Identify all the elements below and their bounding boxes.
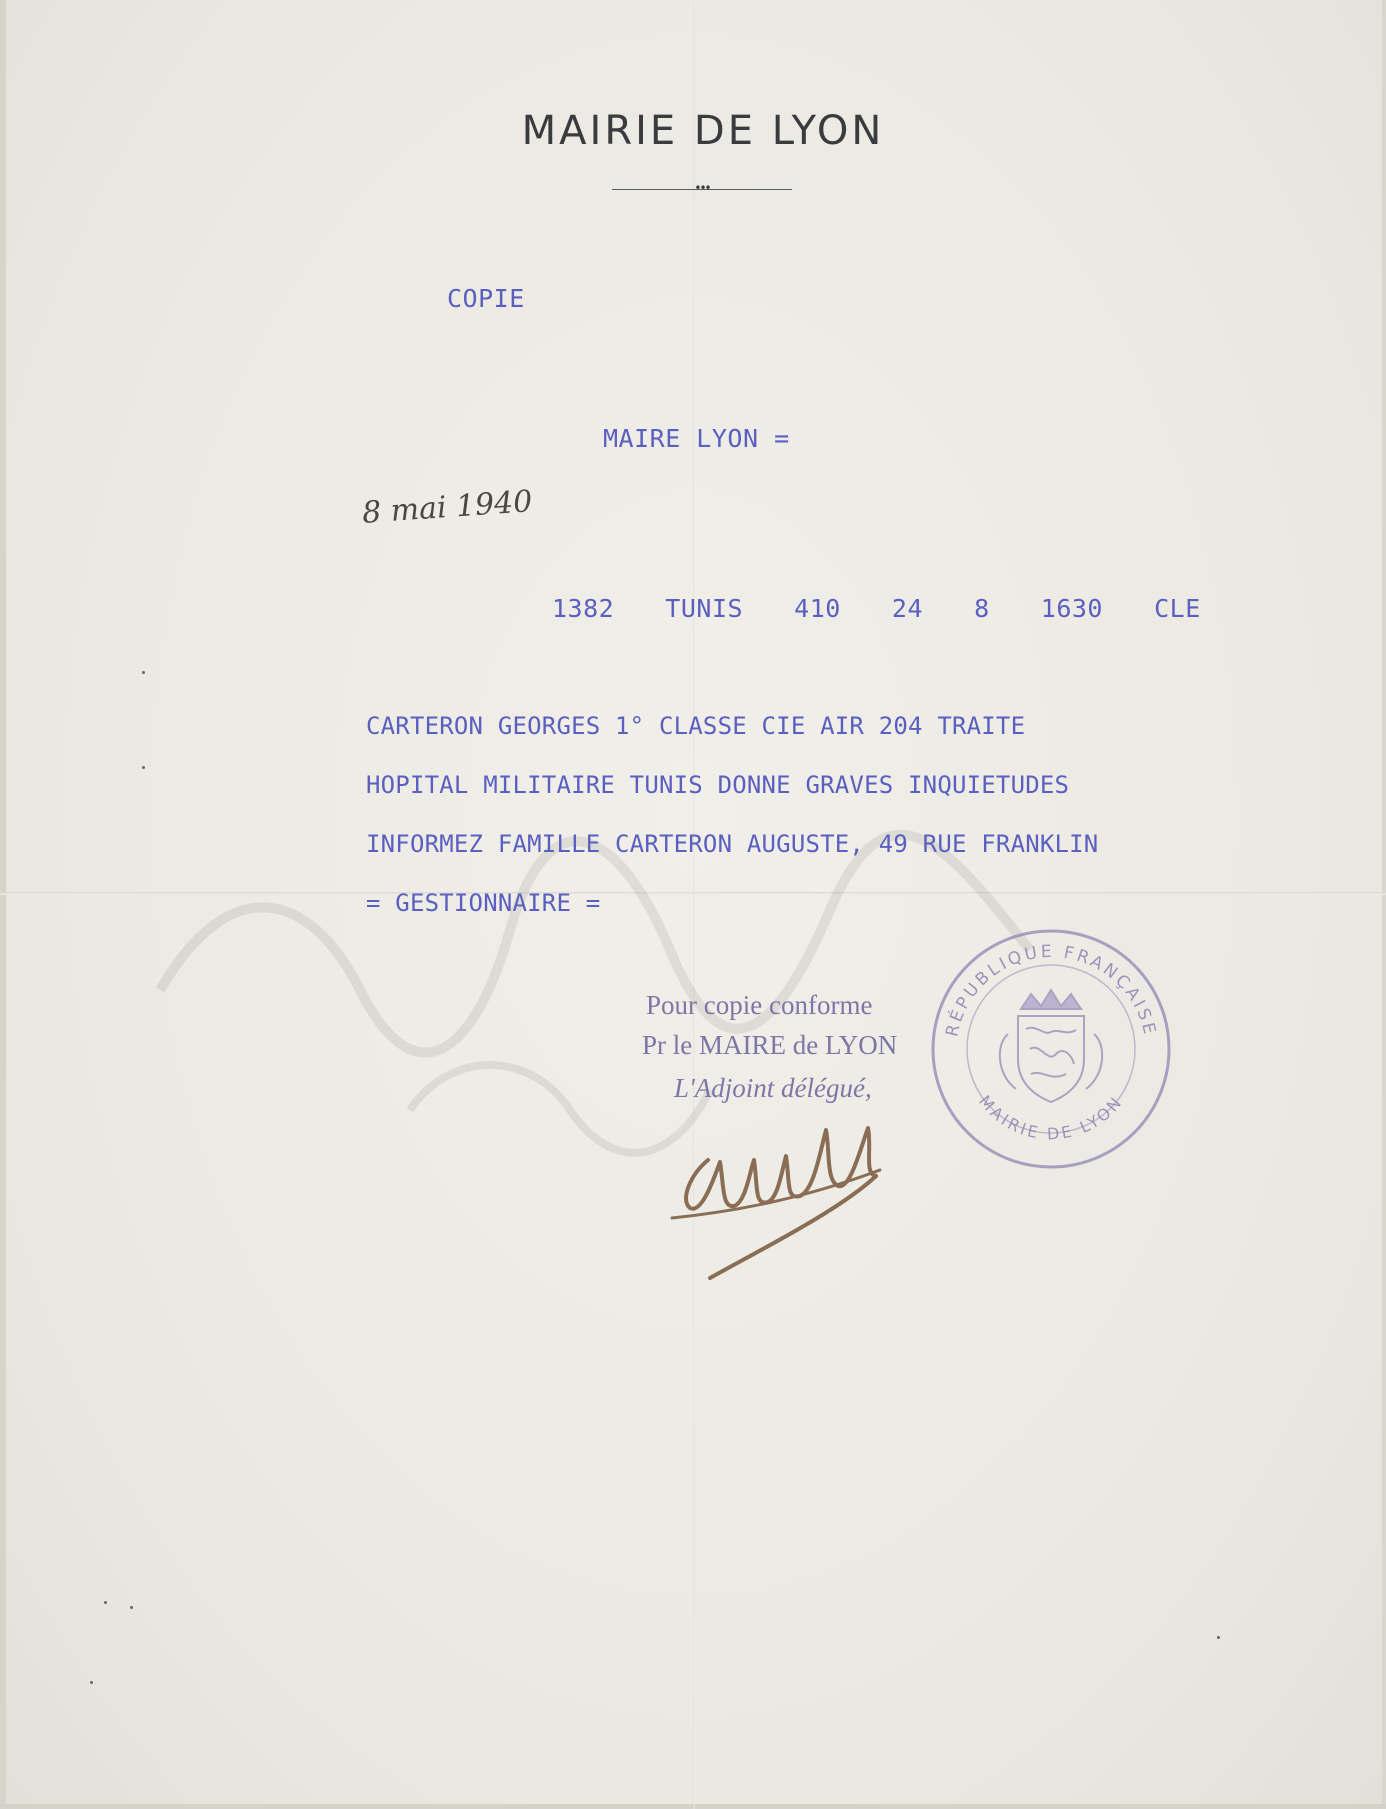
paper-edge-right — [1382, 0, 1386, 1809]
handwritten-date: 8 mai 1940 — [360, 484, 534, 531]
telegram-signoff: = GESTIONNAIRE = — [366, 889, 601, 917]
telegram-body-line: INFORMEZ FAMILLE CARTERON AUGUSTE, 49 RUE FRANKLIN — [366, 830, 1099, 858]
seal-text-top: RÉPUBLIQUE FRANÇAISE — [942, 941, 1160, 1039]
certification-line-3: L'Adjoint délégué, — [674, 1073, 872, 1103]
paper-speck — [1217, 1636, 1220, 1639]
handwritten-signature — [650, 1090, 970, 1290]
telegram-body-line: HOPITAL MILITAIRE TUNIS DONNE GRAVES INQUIETUDES — [366, 771, 1070, 799]
letterhead-title: MAIRIE DE LYON — [521, 108, 885, 154]
certification-line-1: Pour copie conforme — [646, 990, 873, 1020]
paper-speck — [104, 1601, 107, 1604]
paper-speck — [130, 1606, 133, 1609]
paper-speck — [142, 671, 145, 674]
paper-speck — [90, 1681, 93, 1684]
paper-edge-left — [0, 0, 6, 1809]
certification-line-2: Pr le MAIRE de LYON — [642, 1030, 898, 1060]
svg-text:MAIRIE DE LYON — [975, 1092, 1127, 1144]
paper-speck — [142, 766, 145, 769]
coat-of-arms-icon — [1000, 990, 1102, 1102]
letterhead-ornament: ••• — [694, 181, 710, 195]
seal-text-bottom: MAIRIE DE LYON — [975, 1091, 1127, 1144]
telegram-addressee: MAIRE LYON = — [603, 424, 790, 453]
telegram-body-line: CARTERON GEORGES 1° CLASSE CIE AIR 204 TRAITE — [366, 712, 1026, 740]
copy-label: COPIE — [447, 284, 525, 313]
telegram-header-line: 1382 TUNIS 410 24 8 1630 CLE — [552, 594, 1201, 623]
